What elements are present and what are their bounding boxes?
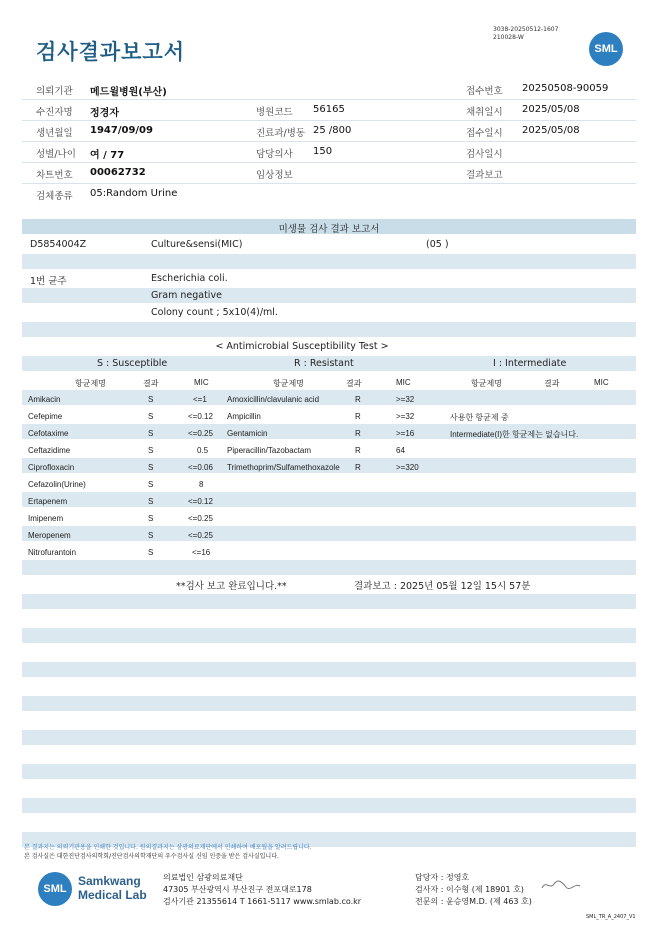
band-row — [22, 526, 636, 541]
band-row — [22, 662, 636, 677]
ast-title: < Antimicrobial Susceptibility Test > — [215, 341, 389, 352]
drug-name: Ampicillin — [227, 412, 261, 421]
page-title: 검사결과보고서 — [36, 40, 186, 64]
sml-logo: SML — [38, 872, 72, 906]
band-row — [22, 322, 636, 337]
drug-result: R — [355, 395, 361, 404]
brand-name — [78, 874, 147, 902]
drug-mic: <=16 — [192, 548, 211, 557]
footer-note: 본 결과지는 의뢰기관용을 인쇄한 것입니다. 원의결과지는 삼광의료재단에서 인쇄하여 배포될을 알려드립니다. — [24, 844, 312, 851]
drug-mic: 8 — [199, 480, 204, 489]
sml-logo: SML — [589, 32, 623, 66]
band-row — [22, 390, 636, 405]
patient-label: 수진자명 — [36, 107, 73, 118]
info-row-5 — [22, 163, 636, 184]
drug-name: Amikacin — [28, 395, 61, 404]
band-row — [22, 764, 636, 779]
col-header-mic: MIC — [194, 378, 209, 387]
band-row — [22, 696, 636, 711]
drug-result: S — [148, 480, 154, 489]
drug-name: Cefotaxime — [28, 429, 69, 438]
col-header-result: 결과 — [544, 379, 560, 388]
info-row-6 — [22, 184, 636, 204]
document-id — [493, 26, 558, 42]
drug-result: R — [355, 463, 361, 472]
doc-id-line1: 3038-20250512-1607 — [493, 26, 559, 33]
drug-mic: 64 — [396, 446, 405, 455]
dept-value: 25 /800 — [313, 125, 352, 136]
info-row-2 — [22, 100, 636, 121]
organism-label: 1번 균주 — [30, 276, 67, 287]
drug-name: Ceftazidime — [28, 446, 71, 455]
band-row — [22, 560, 636, 575]
drug-mic: <=0.12 — [188, 497, 213, 506]
organism-line: Colony count ; 5x10(4)/ml. — [151, 307, 278, 318]
org-address: 47305 부산광역시 부산진구 전포대로178 — [163, 885, 312, 894]
drug-mic: <=1 — [193, 395, 207, 404]
sex-age-label: 성별/나이 — [36, 149, 76, 160]
staff-line: 검사자 : 이수형 (제 18901 호) — [415, 885, 524, 894]
specimen-value: 05:Random Urine — [90, 188, 178, 199]
staff-line: 전문의 : 윤승영M.D. (제 463 호) — [415, 897, 532, 906]
drug-name: Gentamicin — [227, 429, 268, 438]
receipt-no-value: 20250508-90059 — [522, 83, 609, 94]
birth-value: 1947/09/09 — [90, 125, 153, 136]
legend-intermediate: I : Intermediate — [493, 358, 567, 369]
doctor-label: 담당의사 — [256, 149, 293, 160]
doc-id-line2: 210028-W — [493, 34, 524, 41]
test-name: Culture&sensi(MIC) — [151, 239, 243, 250]
organism-line: Escherichia coli. — [151, 273, 228, 284]
legend-resistant: R : Resistant — [294, 358, 354, 369]
drug-mic: >=16 — [396, 429, 415, 438]
drug-result: S — [148, 514, 154, 523]
test-number: (05 ) — [426, 239, 449, 250]
completion-text: **검사 보고 완료입니다.** — [176, 581, 287, 592]
collect-date-label: 채취일시 — [466, 107, 503, 118]
col-header-result: 결과 — [143, 379, 159, 388]
drug-result: R — [355, 429, 361, 438]
drug-result: S — [148, 429, 154, 438]
brand-line1: Samkwang — [78, 874, 141, 888]
receive-date-label: 접수일시 — [466, 128, 503, 139]
drug-result: S — [148, 548, 154, 557]
brand-line2: Medical Lab — [78, 888, 147, 902]
section-title: 미생물 검사 결과 보고서 — [278, 224, 380, 235]
organism-line: Gram negative — [151, 290, 222, 301]
band-row — [22, 730, 636, 745]
drug-name: Cefazolin(Urine) — [28, 480, 86, 489]
col-header-drug: 항균제명 — [471, 379, 502, 388]
drug-name: Trimethoprim/Sulfamethoxazole — [227, 463, 340, 472]
drug-mic: <=0.25 — [188, 514, 213, 523]
drug-result: S — [148, 412, 154, 421]
chart-value: 00062732 — [90, 167, 146, 178]
dept-label: 진료과/병동 — [256, 128, 306, 139]
drug-mic: <=0.25 — [188, 429, 213, 438]
report-label: 결과보고 — [466, 170, 503, 181]
signature-icon — [540, 878, 582, 892]
drug-name: Piperacillin/Tazobactam — [227, 446, 312, 455]
band-row — [22, 594, 636, 609]
legend-susceptible: S : Susceptible — [97, 358, 168, 369]
chart-label: 차트번호 — [36, 170, 73, 181]
band-row — [22, 288, 636, 303]
clinical-label: 임상정보 — [256, 170, 293, 181]
receipt-no-label: 접수번호 — [466, 86, 503, 97]
drug-name: Amoxicillin/clavulanic acid — [227, 395, 320, 404]
specimen-label: 검체종류 — [36, 191, 73, 202]
org-name: 의료법인 삼광의료재단 — [163, 873, 243, 882]
hospital-code-label: 병원코드 — [256, 107, 293, 118]
footer-note: 본 검사실은 대한진단검사의학회/진단검사의학재단의 우수검사실 신임 인증을 받은 검사실입니다. — [24, 853, 279, 860]
doctor-value: 150 — [313, 146, 333, 157]
drug-name: Meropenem — [28, 531, 71, 540]
drug-mic: >=320 — [396, 463, 419, 472]
drug-mic: >=32 — [396, 412, 415, 421]
drug-mic: <=0.25 — [188, 531, 213, 540]
birth-label: 생년월일 — [36, 128, 73, 139]
band-row — [22, 254, 636, 269]
band-row — [22, 798, 636, 813]
hospital-code-value: 56165 — [313, 104, 345, 115]
drug-result: R — [355, 412, 361, 421]
intermediate-note: 사용한 항균제 중 — [450, 413, 509, 422]
client-value: 메드윌병원(부산) — [90, 87, 167, 98]
drug-mic: >=32 — [396, 395, 415, 404]
drug-mic: 0.5 — [197, 446, 209, 455]
intermediate-note: Intermediate(I)한 항균제는 없습니다. — [450, 430, 579, 439]
sex-age-value: 여 / 77 — [90, 150, 125, 161]
drug-mic: <=0.06 — [188, 463, 213, 472]
drug-result: S — [148, 497, 154, 506]
patient-value: 정경자 — [90, 108, 119, 119]
col-header-drug: 항균제명 — [273, 379, 304, 388]
col-header-result: 결과 — [346, 379, 362, 388]
drug-result: S — [148, 531, 154, 540]
drug-result: S — [148, 395, 154, 404]
receive-date-value: 2025/05/08 — [522, 125, 580, 136]
form-code: SML_TR_A_2407_V1 — [586, 914, 636, 920]
staff-line: 담당자 : 정영호 — [415, 873, 470, 882]
report-time: 결과보고 : 2025년 05월 12일 15시 57분 — [354, 581, 531, 592]
drug-result: S — [148, 446, 154, 455]
drug-name: Ciprofloxacin — [28, 463, 75, 472]
collect-date-value: 2025/05/08 — [522, 104, 580, 115]
drug-mic: <=0.12 — [188, 412, 213, 421]
drug-name: Imipenem — [28, 514, 64, 523]
info-row-1 — [22, 79, 636, 100]
band-row — [22, 628, 636, 643]
col-header-drug: 항균제명 — [75, 379, 106, 388]
drug-result: S — [148, 463, 154, 472]
drug-name: Nitrofurantoin — [28, 548, 77, 557]
drug-result: R — [355, 446, 361, 455]
client-label: 의뢰기관 — [36, 86, 73, 97]
col-header-mic: MIC — [396, 378, 411, 387]
test-code: D5854004Z — [30, 239, 87, 250]
info-row-3 — [22, 121, 636, 142]
org-contact: 검사기관 21355614 T 1661-5117 www.smlab.co.kr — [163, 897, 362, 906]
band-row — [22, 492, 636, 507]
col-header-mic: MIC — [594, 378, 609, 387]
test-date-label: 검사일시 — [466, 149, 503, 160]
info-row-4 — [22, 142, 636, 163]
drug-name: Cefepime — [28, 412, 63, 421]
drug-name: Ertapenem — [28, 497, 68, 506]
